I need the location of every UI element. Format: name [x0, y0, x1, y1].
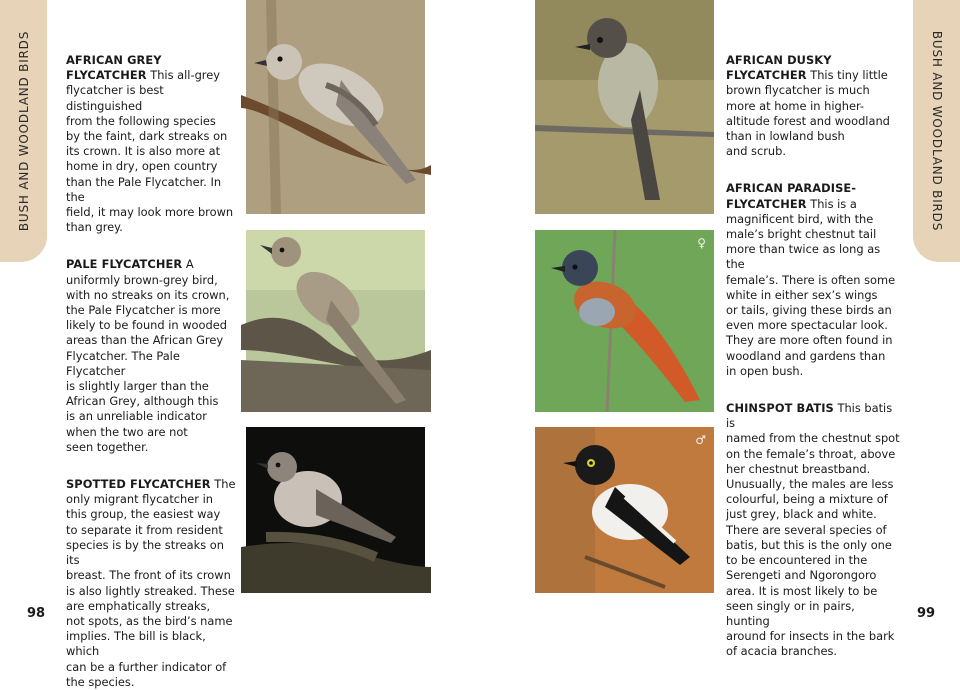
species-text-line: even more spectacular look.: [726, 318, 888, 333]
photo-spotted-flycatcher: [246, 427, 425, 593]
species-text-line: white in either sex’s wings: [726, 287, 878, 302]
species-text-line: They are more often found in: [726, 333, 893, 348]
species-text-line: more than twice as long as the: [726, 242, 881, 272]
species-text-line: seen together.: [66, 439, 149, 454]
species-entry: [726, 53, 900, 159]
species-text-line: with no streaks on its crown,: [66, 287, 230, 302]
species-text-line: Serengeti and Ngorongoro: [726, 568, 877, 583]
species-text-line: There are several species of: [726, 522, 887, 537]
photo-african-paradise-flycatcher: [535, 230, 714, 412]
species-entry: [66, 257, 240, 455]
species-text-line: can be a further indicator of: [66, 659, 227, 674]
species-text-line: than in lowland bush: [726, 129, 845, 144]
species-text-line: around for insects in the bark: [726, 629, 895, 644]
species-title: AFRICAN PARADISE-FLYCATCHER: [726, 181, 857, 211]
species-text-line: only migrant flycatcher in: [66, 492, 213, 507]
species-title: SPOTTED FLYCATCHER: [66, 477, 211, 492]
entry-first-line: [66, 53, 240, 83]
species-text-line: is slightly larger than the: [66, 379, 209, 394]
species-title: AFRICAN DUSKY FLYCATCHER: [726, 53, 832, 83]
species-text-line: batis, but this is the only one: [726, 537, 892, 552]
entry-first-line: [66, 477, 240, 492]
entry-first-line: [726, 53, 900, 83]
species-text-line: of acacia branches.: [726, 644, 838, 659]
species-text-line: the species.: [66, 674, 135, 689]
section-tab-left: [0, 0, 47, 262]
species-text-line: woodland and gardens than: [726, 348, 886, 363]
species-text-line: female’s. There is often some: [726, 272, 896, 287]
page-number-right: 99: [917, 606, 936, 621]
female-symbol-icon: ♀: [697, 236, 706, 250]
species-text-line: is also lightly streaked. These: [66, 583, 235, 598]
entry-gap: [66, 455, 240, 477]
species-text-line: brown flycatcher is much: [726, 83, 870, 98]
species-text-line: and scrub.: [726, 144, 787, 159]
species-text-line: on the female’s throat, above: [726, 446, 896, 461]
species-text-line: when the two are not: [66, 424, 188, 439]
species-text-line: to separate it from resident: [66, 522, 223, 537]
species-text-line: implies. The bill is black, which: [66, 629, 206, 659]
photo-pale-flycatcher: [246, 230, 425, 412]
species-text-line: named from the chestnut spot: [726, 431, 900, 446]
species-text-line: area. It is most likely to be: [726, 583, 878, 598]
species-text-line: altitude forest and woodland: [726, 113, 890, 128]
species-text-line: breast. The front of its crown: [66, 568, 231, 583]
entry-first-line: [726, 181, 900, 211]
species-title: AFRICAN GREY FLYCATCHER: [66, 53, 162, 83]
species-text-line: than grey.: [66, 220, 123, 235]
species-text-line: areas than the African Grey: [66, 333, 224, 348]
section-tab-label: BUSH AND WOODLAND BIRDS: [929, 30, 944, 232]
species-text-line: likely to be found in wooded: [66, 318, 227, 333]
species-text-line: Unusually, the males are less: [726, 477, 894, 492]
species-text-line: colourful, being a mixture of: [726, 492, 888, 507]
species-text-line: home in dry, open country: [66, 159, 218, 174]
species-text-line: than the Pale Flycatcher. In the: [66, 174, 222, 204]
species-text-line: This all-grey: [150, 68, 220, 83]
left-entries: [66, 53, 240, 690]
entry-gap: [66, 235, 240, 257]
left-text-column: [66, 53, 240, 690]
species-text-line: uniformly brown-grey bird,: [66, 272, 218, 287]
species-text-line: Flycatcher. The Pale Flycatcher: [66, 348, 180, 378]
species-entry: [726, 181, 900, 379]
species-text-line: The: [214, 477, 236, 492]
species-text-line: This is a: [810, 196, 857, 211]
species-title: PALE FLYCATCHER: [66, 257, 183, 272]
species-text-line: A: [185, 257, 194, 272]
species-text-line: by the faint, dark streaks on: [66, 129, 228, 144]
species-entry: [726, 401, 900, 659]
species-text-line: species is by the streaks on its: [66, 537, 224, 568]
species-text-line: This tiny little: [810, 68, 888, 83]
right-entries: [726, 53, 900, 660]
entry-gap: [726, 159, 900, 181]
species-text-line: flycatcher is best distinguished: [66, 83, 164, 113]
species-text-line: male’s bright chestnut tail: [726, 227, 877, 242]
species-text-line: more at home in higher-: [726, 98, 865, 113]
entry-first-line: [726, 401, 900, 431]
species-text-line: are emphatically streaks,: [66, 598, 211, 613]
species-text-line: African Grey, although this: [66, 394, 219, 409]
species-text-line: to be encountered in the: [726, 553, 868, 568]
species-text-line: seen singly or in pairs, hunting: [726, 598, 855, 628]
right-text-column: [726, 53, 900, 660]
species-text-line: field, it may look more brown: [66, 205, 234, 220]
species-text-line: is an unreliable indicator: [66, 409, 207, 424]
species-text-line: or tails, giving these birds an: [726, 303, 892, 318]
species-text-line: in open bush.: [726, 363, 804, 378]
entry-gap: [726, 379, 900, 401]
species-title: CHINSPOT BATIS: [726, 401, 834, 416]
page-number-left: 98: [27, 606, 46, 621]
species-text-line: not spots, as the bird’s name: [66, 613, 233, 628]
species-text-line: this group, the easiest way: [66, 507, 221, 522]
entry-first-line: [66, 257, 240, 272]
species-text-line: just grey, black and white.: [726, 507, 877, 522]
species-text-line: magnificent bird, with the: [726, 211, 874, 226]
species-entry: [66, 477, 240, 690]
species-text-line: from the following species: [66, 113, 216, 128]
male-symbol-icon: ♂: [695, 433, 706, 447]
section-tab-right: [913, 0, 960, 262]
species-text-line: her chestnut breastband.: [726, 461, 871, 476]
species-text-line: This batis is: [726, 401, 893, 431]
photo-chinspot-batis: [535, 427, 714, 593]
section-tab-label: BUSH AND WOODLAND BIRDS: [16, 30, 31, 232]
species-text-line: the Pale Flycatcher is more: [66, 303, 221, 318]
photo-african-dusky-flycatcher: [535, 0, 714, 214]
photo-african-grey-flycatcher: [246, 0, 425, 214]
species-text-line: its crown. It is also more at: [66, 144, 221, 159]
species-entry: [66, 53, 240, 235]
